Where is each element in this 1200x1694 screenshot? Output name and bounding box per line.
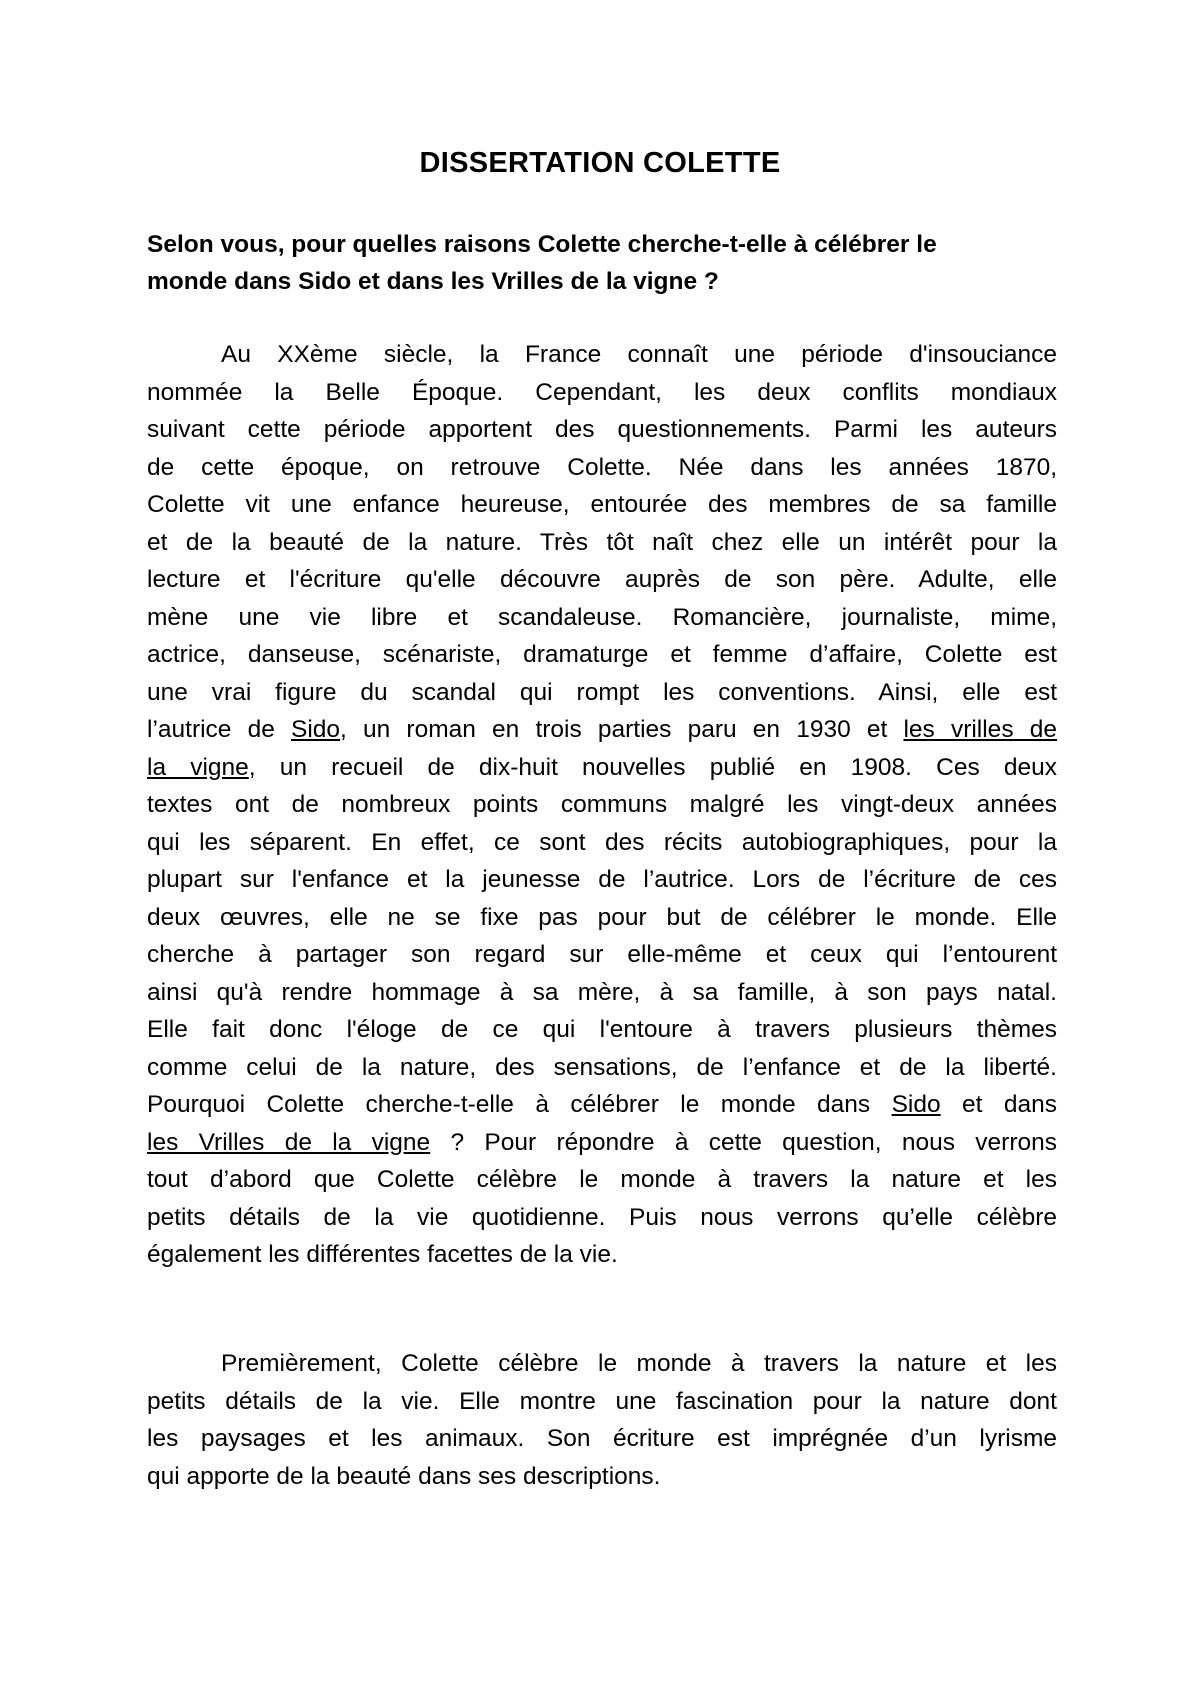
text-line [147, 1124, 1057, 1162]
book-title-sido: Sido [291, 716, 341, 743]
text-fragment: ? Pour répondre à cette question, nous verrons [430, 1128, 1057, 1156]
text-line: plupart sur l'enfance et la jeunesse de l’autrice. Lors de l’écriture de ces [147, 866, 1057, 893]
text-line: cherche à partager son regard sur elle-même et ceux qui l’entourent [147, 941, 1057, 968]
book-title-sido: Sido [891, 1091, 941, 1118]
text-line: qui les séparent. En effet, ce sont des récits autobiographiques, pour la [147, 828, 1057, 856]
text-fragment: Pourquoi Colette cherche-t-elle à célébrer le monde dans [147, 1091, 892, 1118]
text-line [147, 749, 1057, 787]
text-line: actrice, danseuse, scénariste, dramaturge et femme d’affaire, Colette est [147, 641, 1057, 668]
question-line: monde dans Sido et dans les Vrilles de la vigne ? [147, 268, 719, 295]
text-fragment: l’autrice de [147, 716, 291, 743]
text-line: ainsi qu'à rendre hommage à sa mère, à sa famille, à son pays natal. [147, 978, 1057, 1006]
text-line: tout d’abord que Colette célèbre le monde à travers la nature et les [147, 1166, 1057, 1193]
text-fragment: , un roman en trois parties paru en 1930 et [340, 716, 904, 743]
text-line: petits détails de la vie quotidienne. Puis nous verrons qu’elle célèbre [147, 1203, 1057, 1231]
text-line: qui apporte de la beauté dans ses descriptions. [147, 1462, 661, 1490]
book-title-vrilles: les Vrilles de la vigne [147, 1128, 431, 1156]
text-line: Au XXème siècle, la France connaît une période d'insouciance [221, 341, 1057, 368]
text-line: une vrai figure du scandal qui rompt les conventions. Ainsi, elle est [147, 678, 1057, 706]
text-line: et de la beauté de la nature. Très tôt naît chez elle un intérêt pour la [147, 528, 1057, 556]
text-line: les paysages et les animaux. Son écriture est imprégnée d’un lyrisme [147, 1425, 1057, 1452]
dissertation-question [147, 226, 1057, 300]
text-line: petits détails de la vie. Elle montre une fascination pour la nature dont [147, 1387, 1057, 1415]
book-title-vrilles: la vigne [147, 753, 249, 781]
text-line: comme celui de la nature, des sensations, de l’enfance et de la liberté. [147, 1053, 1057, 1081]
text-line: lecture et l'écriture qu'elle découvre auprès de son père. Adulte, elle [147, 566, 1057, 593]
text-line: suivant cette période apportent des questionnements. Parmi les auteurs [147, 416, 1057, 443]
text-line: mène une vie libre et scandaleuse. Romancière, journaliste, mime, [147, 603, 1057, 631]
text-line: Elle fait donc l'éloge de ce qui l'entoure à travers plusieurs thèmes [147, 1016, 1057, 1043]
text-line: deux œuvres, elle ne se fixe pas pour but de célébrer le monde. Elle [147, 903, 1057, 931]
text-fragment: , un recueil de dix-huit nouvelles publié en 1908. Ces deux [248, 753, 1057, 781]
text-line: Colette vit une enfance heureuse, entourée des membres de sa famille [147, 491, 1057, 518]
intro-paragraph [147, 336, 1057, 1274]
text-line [147, 711, 1057, 749]
section1-paragraph [147, 1345, 1057, 1495]
text-line: textes ont de nombreux points communs malgré les vingt-deux années [147, 791, 1057, 818]
text-line: de cette époque, on retrouve Colette. Née dans les années 1870, [147, 453, 1057, 481]
text-line [147, 1086, 1057, 1124]
text-line: également les différentes facettes de la vie. [147, 1241, 618, 1268]
book-title-vrilles: les vrilles de [903, 716, 1057, 743]
text-line: Premièrement, Colette célèbre le monde à travers la nature et les [221, 1350, 1057, 1377]
document-title: DISSERTATION COLETTE [419, 147, 781, 179]
text-line: nommée la Belle Époque. Cependant, les deux conflits mondiaux [147, 378, 1057, 406]
question-line: Selon vous, pour quelles raisons Colette cherche-t-elle à célébrer le [147, 231, 937, 258]
text-fragment: et dans [940, 1091, 1057, 1118]
